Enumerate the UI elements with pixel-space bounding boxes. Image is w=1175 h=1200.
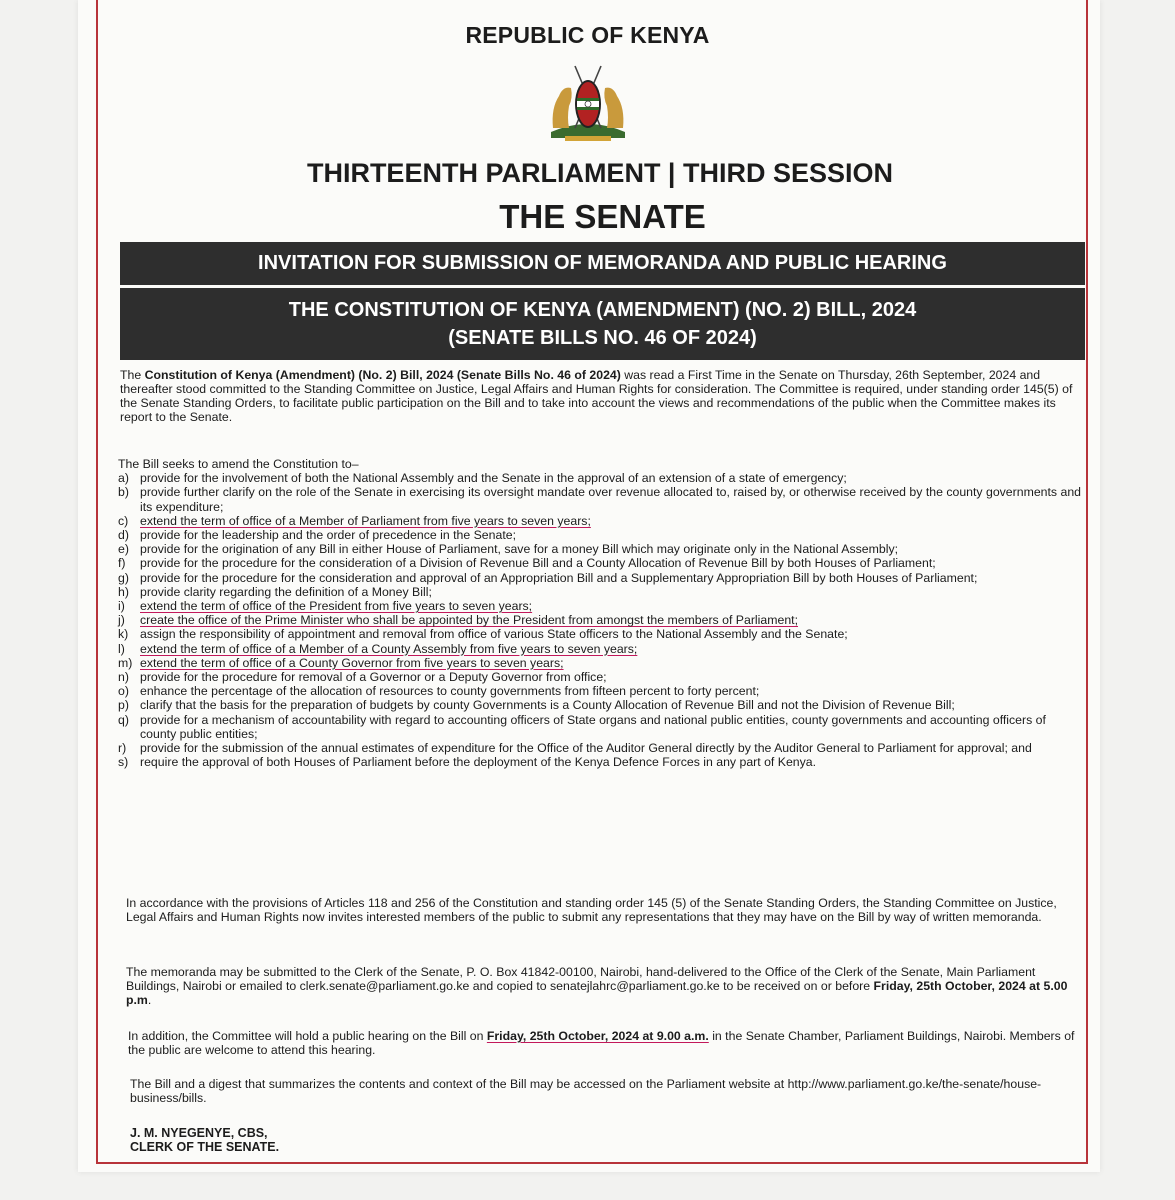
republic-heading: REPUBLIC OF KENYA [465,22,710,48]
intro-post: was read a First Time in the Senate on Thursday, 26th September, 2024 and thereafter stood committed to the Standing Committee on Justice, Legal Affairs and Human Rights for consideration. The Committee is required, under standing order 145(5) of the Senate Standing Orders, to facilitate public participation on the Bill and to take into account the views and recommendations of the public when the Committee makes its report to the Senate. [120,368,1073,424]
list-item [118,755,1082,769]
hearing-paragraph [128,1029,1088,1057]
parliament-website-link[interactable]: http://www.parliament.go.ke/the-senate/house-business/bills [130,1077,1042,1105]
list-item-text: create the office of the Prime Minister who shall be appointed by the President from amongst the members of Parliament; [140,613,798,628]
memoranda-paragraph [126,965,1086,1007]
list-item [118,613,1082,627]
memo-deadline: Friday, 25th October, 2024 at 5.00 p.m [126,979,1068,1007]
list-item [118,741,1082,755]
hearing-text2: in the Senate Chamber, Parliament Buildings, Nairobi. Members of the public are welcome to attend this hearing. [128,1029,1075,1057]
list-item [118,713,1082,741]
list-item [118,585,1082,599]
list-item-text: provide for the submission of the annual estimates of expenditure for the Office of the Auditor General directly by the Auditor General to Parliament for approval; and [140,741,1032,756]
list-item [118,698,1082,712]
digest-paragraph [130,1077,1090,1105]
parliament-session-heading: THIRTEENTH PARLIAMENT | THIRD SESSION [306,158,894,188]
invitation-band [120,242,1085,285]
list-item-label: g) [118,570,129,585]
articles-paragraph: In accordance with the provisions of Articles 118 and 256 of the Constitution and standing order 145 (5) of the Senate Standing Orders, the Standing Committee on Justice, Legal Affairs and Human Rights now invites interested members of the public to submit any representations that they may have on the Bill by way of written memoranda. [126,896,1057,924]
senate-heading: THE SENATE [499,198,706,235]
list-item [118,670,1082,684]
list-item-text: provide for the procedure for the consideration and approval of an Appropriation Bill and a Supplementary Appropriation Bill by both Houses of Parliament; [140,570,978,585]
list-item-label: h) [118,584,129,599]
list-item-text: clarify that the basis for the preparation of budgets by county Governments is a County Allocation of Revenue Bill and not the Division of Revenue Bill; [140,698,955,713]
list-item [118,528,1082,542]
intro-bill-name: Constitution of Kenya (Amendment) (No. 2) Bill, 2024 (Senate Bills No. 46 of 2024) [144,368,621,382]
list-item-text: provide for a mechanism of accountability with regard to accounting officers of State organs and national public entities, county governments and accounting officers of county public entities; [140,712,1046,741]
digest-text1: The Bill and a digest that summarizes the contents and context of the Bill may be accessed on the Parliament website at [130,1077,788,1091]
list-item-label: p) [118,698,129,713]
list-item-label: q) [118,712,129,727]
hearing-text1: In addition, the Committee will hold a public hearing on the Bill on [128,1029,487,1043]
list-item [118,485,1082,513]
list-item-text: enhance the percentage of the allocation of resources to county governments from fifteen percent to forty percent; [140,684,760,699]
memo-text1: The memoranda may be submitted to the Clerk of the Senate, P. O. Box 41842-00100, Nairobi, hand-delivered to the Office of the Clerk of the Senate, Main Parliament Buildings, Nairobi or emailed to [126,965,1036,993]
list-item-label: d) [118,528,129,543]
list-item-label: f) [118,556,126,571]
invitation-title: INVITATION FOR SUBMISSION OF MEMORANDA AND PUBLIC HEARING [258,252,947,274]
list-item [118,556,1082,570]
list-item-label: j) [118,613,125,628]
list-item-label: e) [118,542,129,557]
list-item-label: s) [118,755,129,770]
memo-text3: to be received on or before [719,979,874,993]
list-item-label: r) [118,741,127,756]
kenya-coat-of-arms-icon [545,58,631,144]
list-item-text: provide further clarify on the role of the Senate in exercising its oversight mandate over revenue allocated to, raised by, or otherwise received by the county governments and its expenditure; [140,485,1081,514]
list-item-label: m) [118,655,133,670]
committee-email-link[interactable]: senatejlahrc@parliament.go.ke [550,979,720,993]
list-item [118,599,1082,613]
list-item-label: l) [118,641,125,656]
list-item-label: a) [118,471,129,486]
list-item-label: n) [118,670,129,685]
signature-block [130,1126,279,1154]
list-lead: The Bill seeks to amend the Constitution to– [118,457,359,471]
list-item [118,627,1082,641]
list-item [118,642,1082,656]
list-item-label: k) [118,627,129,642]
bill-title-line2: (SENATE BILLS NO. 46 OF 2024) [448,327,757,349]
amendment-list [118,457,1082,769]
list-item-text: provide for the leadership and the order of precedence in the Senate; [140,528,516,543]
list-item-text: extend the term of office of a Member of a County Assembly from five years to seven years; [140,641,638,656]
list-item-text: extend the term of office of a Member of Parliament from five years to seven years; [140,513,591,528]
list-item-text: provide for the procedure for the consideration of a Division of Revenue Bill and a County Allocation of Revenue Bill by both Houses of Parliament; [140,556,936,571]
clerk-email-link[interactable]: clerk.senate@parliament.go.ke [299,979,470,993]
intro-pre: The [120,368,145,382]
list-item-text: provide for the origination of any Bill in either House of Parliament, save for a money Bill which may originate only in the National Assembly; [140,542,899,557]
digest-text2: . [203,1091,207,1105]
bill-title-line1: THE CONSTITUTION OF KENYA (AMENDMENT) (NO. 2) BILL, 2024 [288,299,917,321]
list-item-label: c) [118,513,129,528]
list-item-label: b) [118,485,129,500]
list-item-text: extend the term of office of the President from five years to seven years; [140,599,533,614]
list-item-text: require the approval of both Houses of Parliament before the deployment of the Kenya Defence Forces in any part of Kenya. [140,755,817,770]
memo-text2: and copied to [469,979,551,993]
list-item [118,514,1082,528]
intro-paragraph [120,368,1080,424]
list-item [118,542,1082,556]
signatory-title: CLERK OF THE SENATE. [130,1140,280,1154]
list-item [118,571,1082,585]
list-item [118,471,1082,485]
list-item-text: assign the responsibility of appointment and removal from office of various State officers to the National Assembly and the Senate; [140,627,848,642]
memo-text4: . [147,993,152,1007]
list-item-text: extend the term of office of a County Governor from five years to seven years; [140,655,564,670]
list-item [118,684,1082,698]
list-item-label: i) [118,599,125,614]
signatory-name: J. M. NYEGENYE, CBS, [130,1126,268,1140]
list-item-text: provide for the involvement of both the National Assembly and the Senate in the approval of an extension of a state of emergency; [140,471,847,486]
hearing-date: Friday, 25th October, 2024 at 9.00 a.m. [486,1029,709,1043]
bill-band [120,288,1085,360]
list-item-label: o) [118,684,129,699]
list-item [118,656,1082,670]
list-item-text: provide clarity regarding the definition of a Money Bill; [140,584,432,599]
list-item-text: provide for the procedure for removal of a Governor or a Deputy Governor from office; [140,670,607,685]
